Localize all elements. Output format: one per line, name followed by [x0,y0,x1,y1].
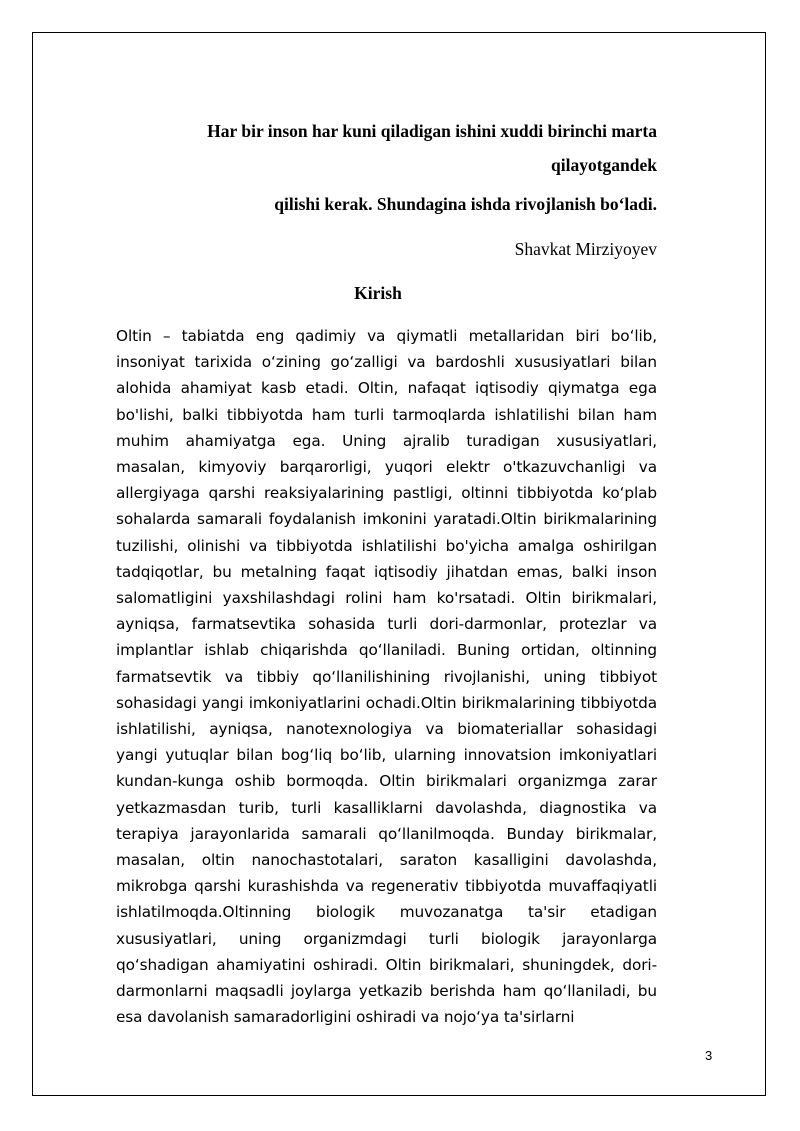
section-title: Kirish [354,283,402,303]
body-paragraph: Oltin – tabiatda eng qadimiy va qiymatli metallaridan biri boʻlib, insoniyat tarixida oʻzining goʻzalligi va bardoshli xususiyatlari bilan alohida ahamiyat kasb etadi. Oltin, nafaqat iqtisodiy qiymatga ega bo'lishi, balki tibbiyotda ham turli tarmoqlarda ishlatilishi bilan ham muhim ahamiyatga ega. Uning ajralib turadigan xususiyatlari, masalan, kimyoviy barqarorligi, yuqori elektr o'tkazuvchanligi va allergiyaga qarshi reaksiyalarining pastligi, oltinni tibbiyotda koʻplab sohalarda samarali foydalanish imkonini yaratadi.Oltin birikmalarining tuzilishi, olinishi va tibbiyotda ishlatilishi bo'yicha amalga oshirilgan tadqiqotlar, bu metalning faqat iqtisodiy jihatdan emas, balki inson salomatligini yaxshilashdagi rolini ham ko'rsatadi. Oltin birikmalari, ayniqsa, farmatsevtika sohasida turli dori-darmonlar, protezlar va implantlar ishlab chiqarishda qoʻllaniladi. Buning ortidan, oltinning farmatsevtik va tibbiy qoʻllanilishining rivojlanishi, uning tibbiyot sohasidagi yangi imkoniyatlarini ochadi.Oltin birikmalarining tibbiyotda ishlatilishi, ayniqsa, nanotexnologiya va biomateriallar sohasidagi yangi yutuqlar bilan bogʻliq boʻlib, ularning innovatsion imkoniyatlari kundan-kunga oshib bormoqda. Oltin birikmalari organizmga zarar yetkazmasdan turib, turli kasalliklarni davolashda, diagnostika va terapiya jarayonlarida samarali qoʻllanilmoqda. Bunday birikmalar, masalan, oltin nanochastotalari, saraton kasalligini davolashda, mikrobga qarshi kurashishda va regenerativ tibbiyotda muvaffaqiyatli ishlatilmoqda.Oltinning biologik muvozanatga ta'sir etadigan xususiyatlari, uning organizmdagi turli biologik jarayonlarga qoʻshadigan ahamiyatini oshiradi. Oltin birikmalari, shuningdek, dori-darmonlarni maqsadli joylarga yetkazib berishda ham qoʻllaniladi, bu esa davolanish samaradorligini oshiradi va nojoʻya ta'sirlarni [116,327,657,1027]
epigraph-author: Shavkat Mirziyoyev [514,239,657,259]
epigraph-line-1: Har bir inson har kuni qiladigan ishini xuddi birinchi marta qilayotgandek [207,121,657,175]
page-number: 3 [705,1048,713,1063]
epigraph-line-2: qilishi kerak. Shundagina ishda rivojlanish boʻladi. [274,194,657,214]
epigraph [137,114,657,221]
